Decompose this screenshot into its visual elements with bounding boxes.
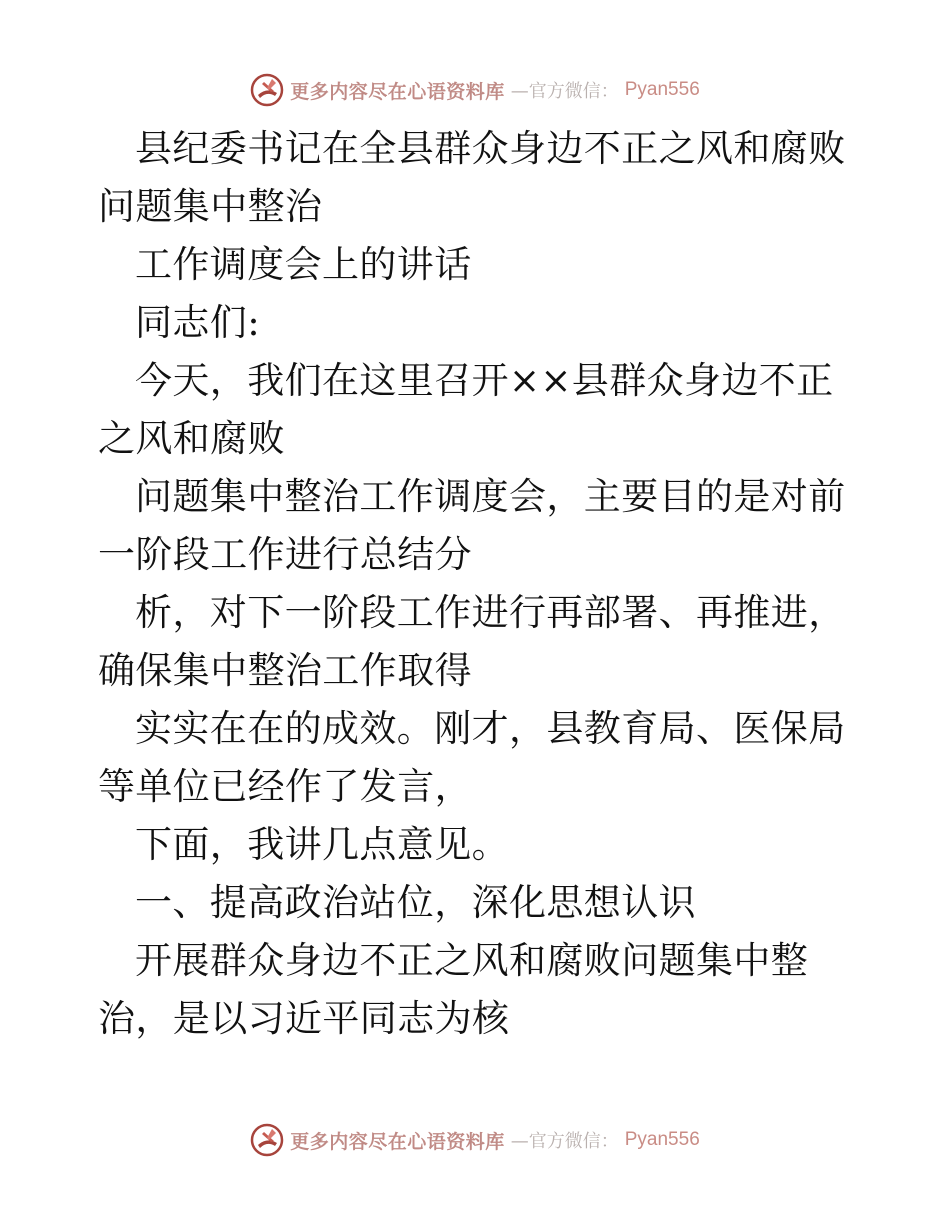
- watermark-account: Pyan556: [624, 1129, 700, 1150]
- watermark-separator: —官方微信：: [510, 1131, 619, 1152]
- salutation: 同志们:: [135, 301, 261, 344]
- watermark-brand: 更多内容尽在心语资料库: [290, 1130, 505, 1153]
- section-heading: 一、提高政治站位，深化思想认识: [135, 881, 696, 924]
- document-title-line2: 工作调度会上的讲话: [135, 243, 472, 286]
- paragraph: 开展群众身边不正之风和腐败问题集中整治，是以习近平同志为核: [98, 939, 809, 1040]
- paragraph: 下面，我讲几点意见。: [135, 823, 509, 866]
- paragraph: 问题集中整治工作调度会，主要目的是对前一阶段工作进行总结分: [98, 475, 846, 576]
- document-title-line1: 县纪委书记在全县群众身边不正之风和腐败问题集中整治: [98, 127, 846, 228]
- watermark-separator: —官方微信：: [510, 81, 619, 102]
- quill-book-icon: [250, 73, 284, 107]
- header-watermark: [0, 70, 950, 110]
- footer-watermark: [0, 1120, 950, 1160]
- paragraph: 实实在在的成效。刚才，县教育局、医保局等单位已经作了发言，: [98, 707, 846, 808]
- document-body: [98, 120, 854, 1048]
- paragraph: 今天，我们在这里召开××县群众身边不正之风和腐败: [98, 359, 834, 460]
- watermark-brand: 更多内容尽在心语资料库: [290, 80, 505, 103]
- paragraph: 析，对下一阶段工作进行再部署、再推进，确保集中整治工作取得: [98, 591, 846, 692]
- quill-book-icon: [250, 1123, 284, 1157]
- watermark-account: Pyan556: [624, 79, 700, 100]
